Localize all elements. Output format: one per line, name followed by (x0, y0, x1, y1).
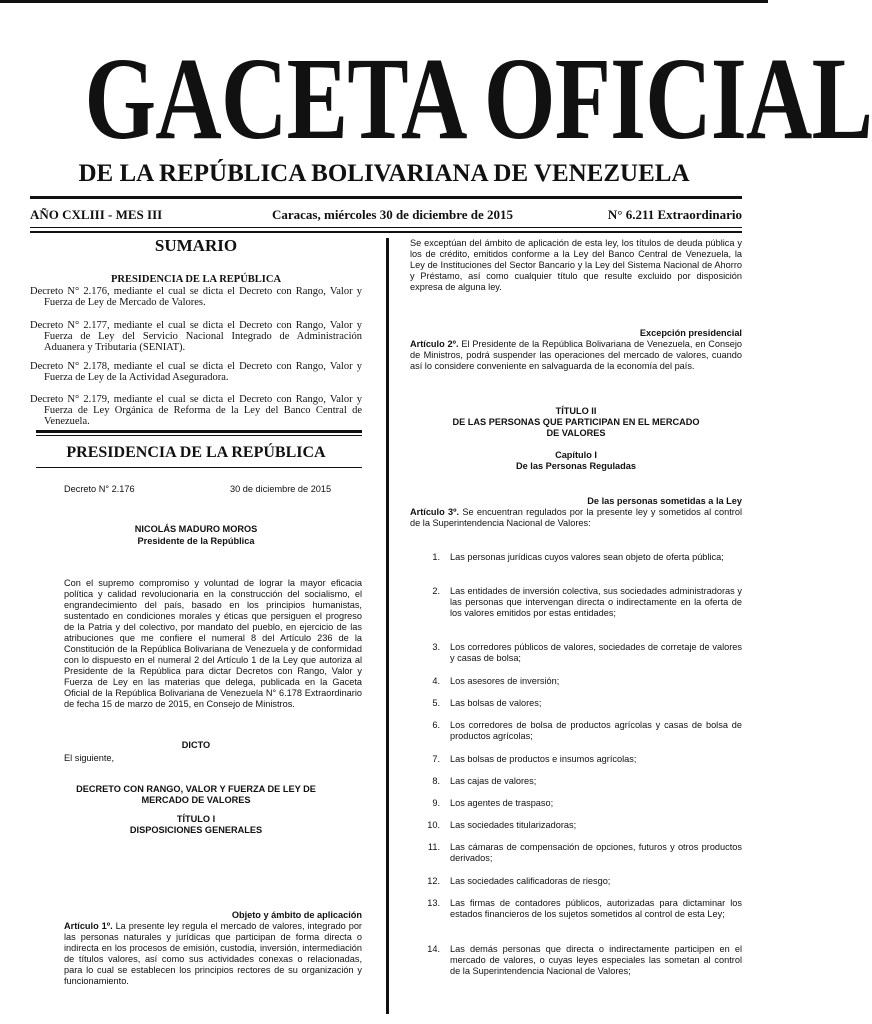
masthead-title: GACETA OFICIAL (84, 33, 872, 164)
decreto-title-line1: DECRETO CON RANGO, VALOR Y FUERZA DE LEY DE (76, 784, 316, 794)
section-rule (36, 467, 362, 468)
titulo-1: TÍTULO I (176, 814, 216, 824)
titulo-2-name-line2: DE VALORES (546, 428, 606, 438)
decreto-title-line2: MERCADO DE VALORES (141, 795, 251, 805)
sumario-item: Decreto N° 2.177, mediante el cual se dicta el Decreto con Rango, Valor y Fuerza de Ley del Servicio Nacional Integrado de Administración Aduanera y Tributaria (SENIAT). (30, 320, 362, 353)
exceptions-paragraph: Se exceptúan del ámbito de aplicación de esta ley, los títulos de deuda pública y los de crédito, emitidos conforme a la Ley del Banco Central de Venezuela, la Ley de Instituciones del Sector Bancario y la Ley del Sistema Nacional de Ahorro y Préstamo, así como cualquier título que resulte excluido por disposición expresa de alguna ley. (410, 238, 742, 292)
art3-heading: De las personas sometidas a la Ley (587, 496, 742, 506)
president-title: Presidente de la República (137, 536, 255, 546)
art2-heading: Excepción presidencial (639, 328, 742, 338)
presidencia-heading: PRESIDENCIA DE LA REPÚBLICA (66, 444, 326, 461)
el-siguiente: El siguiente, (64, 753, 115, 763)
capitulo-1-name: De las Personas Reguladas (515, 461, 636, 471)
masthead-subtitle: DE LA REPÚBLICA BOLIVARIANA DE VENEZUELA (78, 160, 690, 187)
titulo-2-name-line1: DE LAS PERSONAS QUE PARTICIPAN EN EL MERCADO (452, 417, 700, 427)
art1-text: La presente ley regula el mercado de valores, integrado por las personas naturales y jurídicas que participan de forma directa o indirecta en los procesos de emisión, custodia, inversión, intermediación de títulos valores, así como sus actividades conexas o relacionadas, para lo cual se establecen los principios rectores de su organización y funcionamiento. (64, 921, 362, 986)
art3-text: Se encuentran regulados por la presente ley y sometidos al control de la Superintendencia Nacional de Valores: (410, 507, 743, 528)
preamble-paragraph: Con el supremo compromiso y voluntad de lograr la mayor eficacia política y calidad revolucionaria en la construcción del socialismo, el engrandecimiento del país, basado en los principios humanistas, sustentado en condiciones morales y éticas que persiguen el progreso de la Patria y del colectivo, por mandato del pueblo, en ejercicio de las atribuciones que me confiere el numeral 8 del Artículo 236 de la Constitución de la República Bolivariana de Venezuela y de conformidad con lo dispuesto en el numeral 2 del Artículo 1 de la Ley que autoriza al Presidente de la República para dictar Decretos con Rango, Valor y Fuerza de Ley en las materias que delega, publicada en la Gaceta Oficial de la República Bolivariana de Venezuela N° 6.178 Extraordinario de fecha 15 de marzo de 2015, en Consejo de Ministros. (64, 578, 362, 709)
art2-text: El Presidente de la República Bolivariana de Venezuela, en Consejo de Ministros, podrá suspender las operaciones del mercado de valores, cuando así lo considere conveniente en salvaguarda de la economía del país. (410, 339, 743, 371)
art1-heading: Objeto y ámbito de aplicación (231, 910, 362, 920)
dicto-heading: DICTO (181, 740, 211, 750)
section-rule (36, 430, 362, 433)
issue-number: N° 6.211 Extraordinario (607, 207, 742, 222)
art1-label: Artículo 1º. (64, 921, 113, 931)
art3-label: Artículo 3º. (410, 507, 460, 517)
titulo-2: TÍTULO II (555, 406, 597, 416)
art1-paragraph (64, 921, 362, 987)
sumario-item: Decreto N° 2.178, mediante el cual se dicta el Decreto con Rango, Valor y Fuerza de Ley de la Actividad Aseguradora. (30, 361, 362, 383)
regulated-list: 1. Las personas jurídicas cuyos valores sean objeto de oferta pública; 2. Las entidades de inversión colectiva, sus sociedades administradoras y las personas que intervengan directa o indirectamente en la oferta de los valores emitidos por estas entidades; 3. Los corredores públicos de valores, sociedades de corretaje de valores y casas de bolsa; 4. Los asesores de inversión; 5. Las bolsas de valores; 6. Los corredores de bolsa de productos agrícolas y casas de bolsa de productos agrícolas; 7. Las bolsas de productos e insumos agrícolas; 8. Las cajas de valores; 9. Los agentes de traspaso; 10. Las sociedades titularizadoras; 11. Las cámaras de compensación de opciones, futuros y otros productos derivados; 12. Las sociedades calificadoras de riesgo; 13. Las firmas de contadores públicos, autorizadas para dictaminar los estados financieros de los sujetos sometidos al control de esta Ley; 14. Las demás personas que directa o indirectamente participen en el mercado de valores, o cuyas leyes especiales las sometan al control de la Superintendencia Nacional de Valores; (427, 552, 742, 976)
issue-date-place: Caracas, miércoles 30 de diciembre de 2015 (272, 207, 514, 222)
capitulo-1: Capítulo I (555, 450, 597, 460)
art2-label: Artículo 2º. (410, 339, 459, 349)
sumario-item: Decreto N° 2.176, mediante el cual se dicta el Decreto con Rango, Valor y Fuerza de Ley de Mercado de Valores. (30, 286, 362, 308)
issue-year-month: AÑO CXLIII - MES III (30, 207, 163, 222)
president-name: NICOLÁS MADURO MOROS (134, 524, 258, 534)
column-divider (386, 238, 389, 1014)
decreto-number: Decreto N° 2.176 (64, 484, 135, 494)
decreto-date: 30 de diciembre de 2015 (230, 484, 332, 494)
titulo-1-name: DISPOSICIONES GENERALES (129, 825, 263, 835)
sumario-section: PRESIDENCIA DE LA REPÚBLICA (110, 274, 282, 285)
section-rule (36, 435, 362, 436)
sumario-item: Decreto N° 2.179, mediante el cual se dicta el Decreto con Rango, Valor y Fuerza de Ley Orgánica de Reforma de la Ley del Banco Central de Venezuela. (30, 394, 362, 427)
sumario-heading: SUMARIO (154, 236, 238, 255)
